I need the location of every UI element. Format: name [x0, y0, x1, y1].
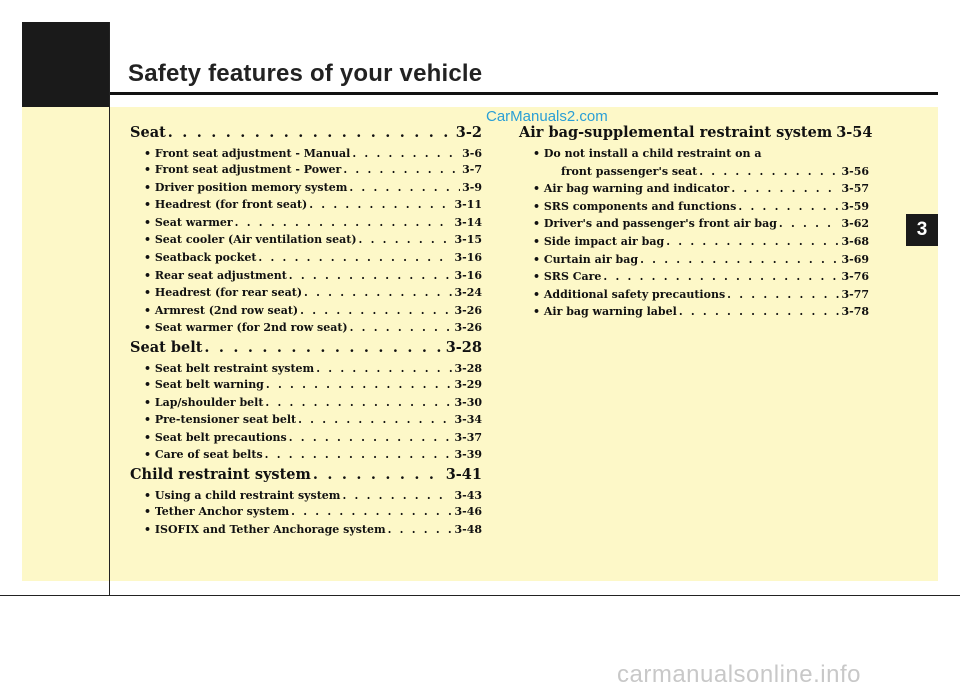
toc-entry-label: • Seat cooler (Air ventilation seat) [144, 233, 357, 247]
toc-page-number: 3-24 [454, 286, 482, 300]
toc-page-number: 3-11 [454, 198, 482, 212]
toc-page-number: 3-68 [841, 234, 869, 248]
toc-page-number: 3-26 [454, 321, 482, 335]
toc-section-entry[interactable] [519, 124, 873, 147]
toc-section-entry[interactable] [130, 124, 482, 147]
toc-item-entry[interactable] [519, 217, 869, 235]
toc-page-number: 3-76 [841, 270, 869, 284]
toc-item-entry[interactable] [519, 182, 869, 200]
toc-leader-dots [316, 362, 452, 375]
toc-entry-label: • Do not install a child restraint on a [533, 147, 762, 160]
toc-entry-label: • Care of seat belts [144, 448, 263, 462]
page-title: Safety features of your vehicle [128, 60, 483, 87]
toc-page-number: 3-59 [841, 199, 869, 213]
watermark-top: CarManuals2.com [486, 108, 608, 125]
toc-entry-label: • Pre-tensioner seat belt [144, 413, 297, 427]
toc-page-number: 3-28 [454, 361, 482, 375]
toc-page-number: 3-77 [841, 287, 869, 301]
toc-item-entry[interactable] [130, 448, 482, 466]
toc-page-number: 3-15 [454, 233, 482, 247]
toc-entry-label: • Seat belt precautions [144, 430, 287, 444]
watermark-bottom: carmanualsonline.info [617, 661, 861, 688]
title-rule [109, 92, 938, 95]
toc-item-entry[interactable] [130, 216, 482, 234]
toc-leader-dots [350, 321, 453, 334]
toc-item-entry[interactable] [130, 181, 482, 199]
toc-entry-label: • Front seat adjustment - Power [144, 163, 342, 176]
toc-page-number: 3-39 [454, 448, 482, 462]
toc-page-number: 3-43 [454, 488, 482, 502]
toc-leader-dots [352, 147, 460, 160]
toc-entry-label: • Seat warmer (for 2nd row seat) [144, 321, 348, 335]
bottom-rule [0, 595, 960, 596]
chapter-tab[interactable]: 3 [906, 214, 938, 246]
toc-leader-dots [289, 431, 453, 444]
toc-leader-dots [666, 235, 839, 248]
toc-page-number: 3-14 [454, 215, 482, 229]
toc-item-entry[interactable] [130, 396, 482, 414]
toc-entry-label: Seat [130, 124, 166, 141]
toc-leader-dots [265, 396, 452, 409]
toc-entry-label: • Additional safety precautions [533, 287, 726, 301]
corner-block [22, 22, 109, 107]
toc-page-number: 3-78 [841, 305, 869, 319]
toc-page-number: 3-7 [462, 163, 482, 176]
toc-entry-label: • Driver's and passenger's front air bag [533, 217, 777, 231]
toc-section-entry[interactable] [130, 466, 482, 489]
toc-page-number: 3-41 [445, 465, 482, 483]
toc-leader-dots [258, 251, 452, 264]
toc-entry-label: • Front seat adjustment - Manual [144, 147, 351, 160]
toc-entry-label: • Air bag warning label [533, 305, 677, 319]
toc-leader-dots [265, 448, 453, 461]
toc-entry-label: Child restraint system [130, 465, 311, 483]
toc-page-number: 3-62 [841, 217, 869, 231]
toc-page-number: 3-54 [836, 124, 873, 141]
toc-leader-dots [235, 216, 453, 229]
toc-entry-label: Air bag-supplemental restraint system [519, 124, 833, 141]
toc-item-entry[interactable] [130, 413, 482, 431]
toc-page-number: 3-57 [841, 182, 869, 196]
toc-item-entry[interactable] [130, 233, 482, 251]
toc-entry-label: • Headrest (for front seat) [144, 198, 308, 212]
toc-leader-dots [298, 413, 452, 426]
toc-leader-dots [359, 233, 453, 246]
toc-leader-dots [313, 466, 444, 483]
toc-item-entry[interactable] [519, 288, 869, 306]
toc-item-entry[interactable] [130, 286, 482, 304]
toc-page-number: 3-16 [454, 268, 482, 282]
toc-entry-label: • Armrest (2nd row seat) [144, 303, 299, 317]
toc-left-column [130, 124, 482, 540]
toc-entry-label: • Driver position memory system [144, 180, 348, 194]
toc-item-entry[interactable] [519, 253, 869, 271]
toc-section-entry[interactable] [130, 339, 482, 362]
toc-leader-dots [291, 505, 452, 518]
toc-item-entry[interactable] [130, 321, 482, 339]
toc-leader-dots [699, 165, 839, 178]
toc-page-number: 3-48 [454, 522, 482, 536]
toc-page-number: 3-29 [454, 377, 482, 391]
toc-page-number: 3-6 [462, 147, 482, 160]
toc-leader-dots [304, 286, 452, 299]
toc-page-number: 3-30 [454, 395, 482, 409]
toc-leader-dots [204, 339, 443, 356]
toc-leader-dots [343, 163, 460, 176]
toc-leader-dots [342, 489, 452, 502]
toc-item-entry[interactable] [130, 269, 482, 287]
toc-item-entry[interactable] [130, 198, 482, 216]
toc-leader-dots [266, 378, 453, 391]
toc-page-number: 3-26 [454, 303, 482, 317]
toc-entry-label: • Lap/shoulder belt [144, 395, 264, 409]
toc-item-entry[interactable] [130, 304, 482, 322]
toc-page-number: 3-28 [445, 338, 482, 356]
toc-entry-label: • Curtain air bag [533, 252, 639, 266]
toc-entry-label: • Rear seat adjustment [144, 268, 287, 282]
toc-item-entry[interactable] [130, 523, 482, 541]
toc-entry-label: Seat belt [130, 338, 203, 356]
toc-page-number: 3-34 [454, 413, 482, 427]
toc-page-number: 3-56 [841, 164, 869, 178]
toc-leader-dots [603, 270, 839, 283]
toc-page-number: 3-69 [841, 252, 869, 266]
toc-page-number: 3-16 [454, 250, 482, 264]
toc-item-entry[interactable] [130, 251, 482, 269]
toc-entry-label: • Headrest (for rear seat) [144, 286, 303, 300]
toc-entry-label: • Seat belt restraint system [144, 361, 315, 375]
toc-leader-dots [168, 124, 454, 141]
toc-entry-label: • Seat warmer [144, 215, 233, 229]
toc-entry-label: • Seatback pocket [144, 250, 257, 264]
toc-entry-label: • SRS components and functions [533, 199, 737, 213]
toc-leader-dots [679, 305, 840, 318]
toc-leader-dots [309, 198, 452, 211]
toc-item-entry[interactable] [519, 270, 869, 288]
toc-leader-dots [727, 288, 839, 301]
toc-item-entry[interactable] [519, 147, 869, 165]
toc-entry-label: • SRS Care [533, 270, 602, 284]
toc-right-column [519, 124, 873, 323]
toc-leader-dots [349, 181, 460, 194]
toc-item-entry[interactable] [130, 163, 482, 181]
toc-leader-dots [779, 217, 840, 230]
toc-leader-dots [738, 200, 839, 213]
toc-entry-label: • Side impact air bag [533, 234, 665, 248]
toc-item-entry-continued[interactable] [519, 165, 869, 183]
toc-item-entry[interactable] [130, 378, 482, 396]
toc-page-number: 3-37 [454, 430, 482, 444]
toc-entry-label: • ISOFIX and Tether Anchorage system [144, 522, 386, 536]
toc-item-entry[interactable] [130, 489, 482, 505]
toc-item-entry[interactable] [519, 305, 869, 323]
toc-leader-dots [289, 269, 453, 282]
toc-item-entry[interactable] [130, 431, 482, 449]
toc-entry-label: • Using a child restraint system [144, 488, 341, 502]
toc-entry-label: • Air bag warning and indicator [533, 182, 730, 196]
toc-item-entry[interactable] [130, 147, 482, 163]
toc-leader-dots [731, 182, 839, 195]
margin-rule [109, 22, 110, 596]
toc-entry-label: • Tether Anchor system [144, 504, 290, 518]
toc-leader-dots [640, 253, 839, 266]
toc-item-entry[interactable] [130, 362, 482, 378]
toc-entry-label: • Seat belt warning [144, 377, 264, 391]
toc-leader-dots [300, 304, 452, 317]
toc-entry-label: front passenger's seat [561, 164, 698, 178]
toc-item-entry[interactable] [130, 505, 482, 523]
toc-item-entry[interactable] [519, 235, 869, 253]
toc-page-number: 3-9 [462, 180, 482, 194]
toc-leader-dots [388, 523, 453, 536]
toc-page-number: 3-46 [454, 504, 482, 518]
toc-item-entry[interactable] [519, 200, 869, 218]
toc-page-number: 3-2 [455, 124, 482, 141]
